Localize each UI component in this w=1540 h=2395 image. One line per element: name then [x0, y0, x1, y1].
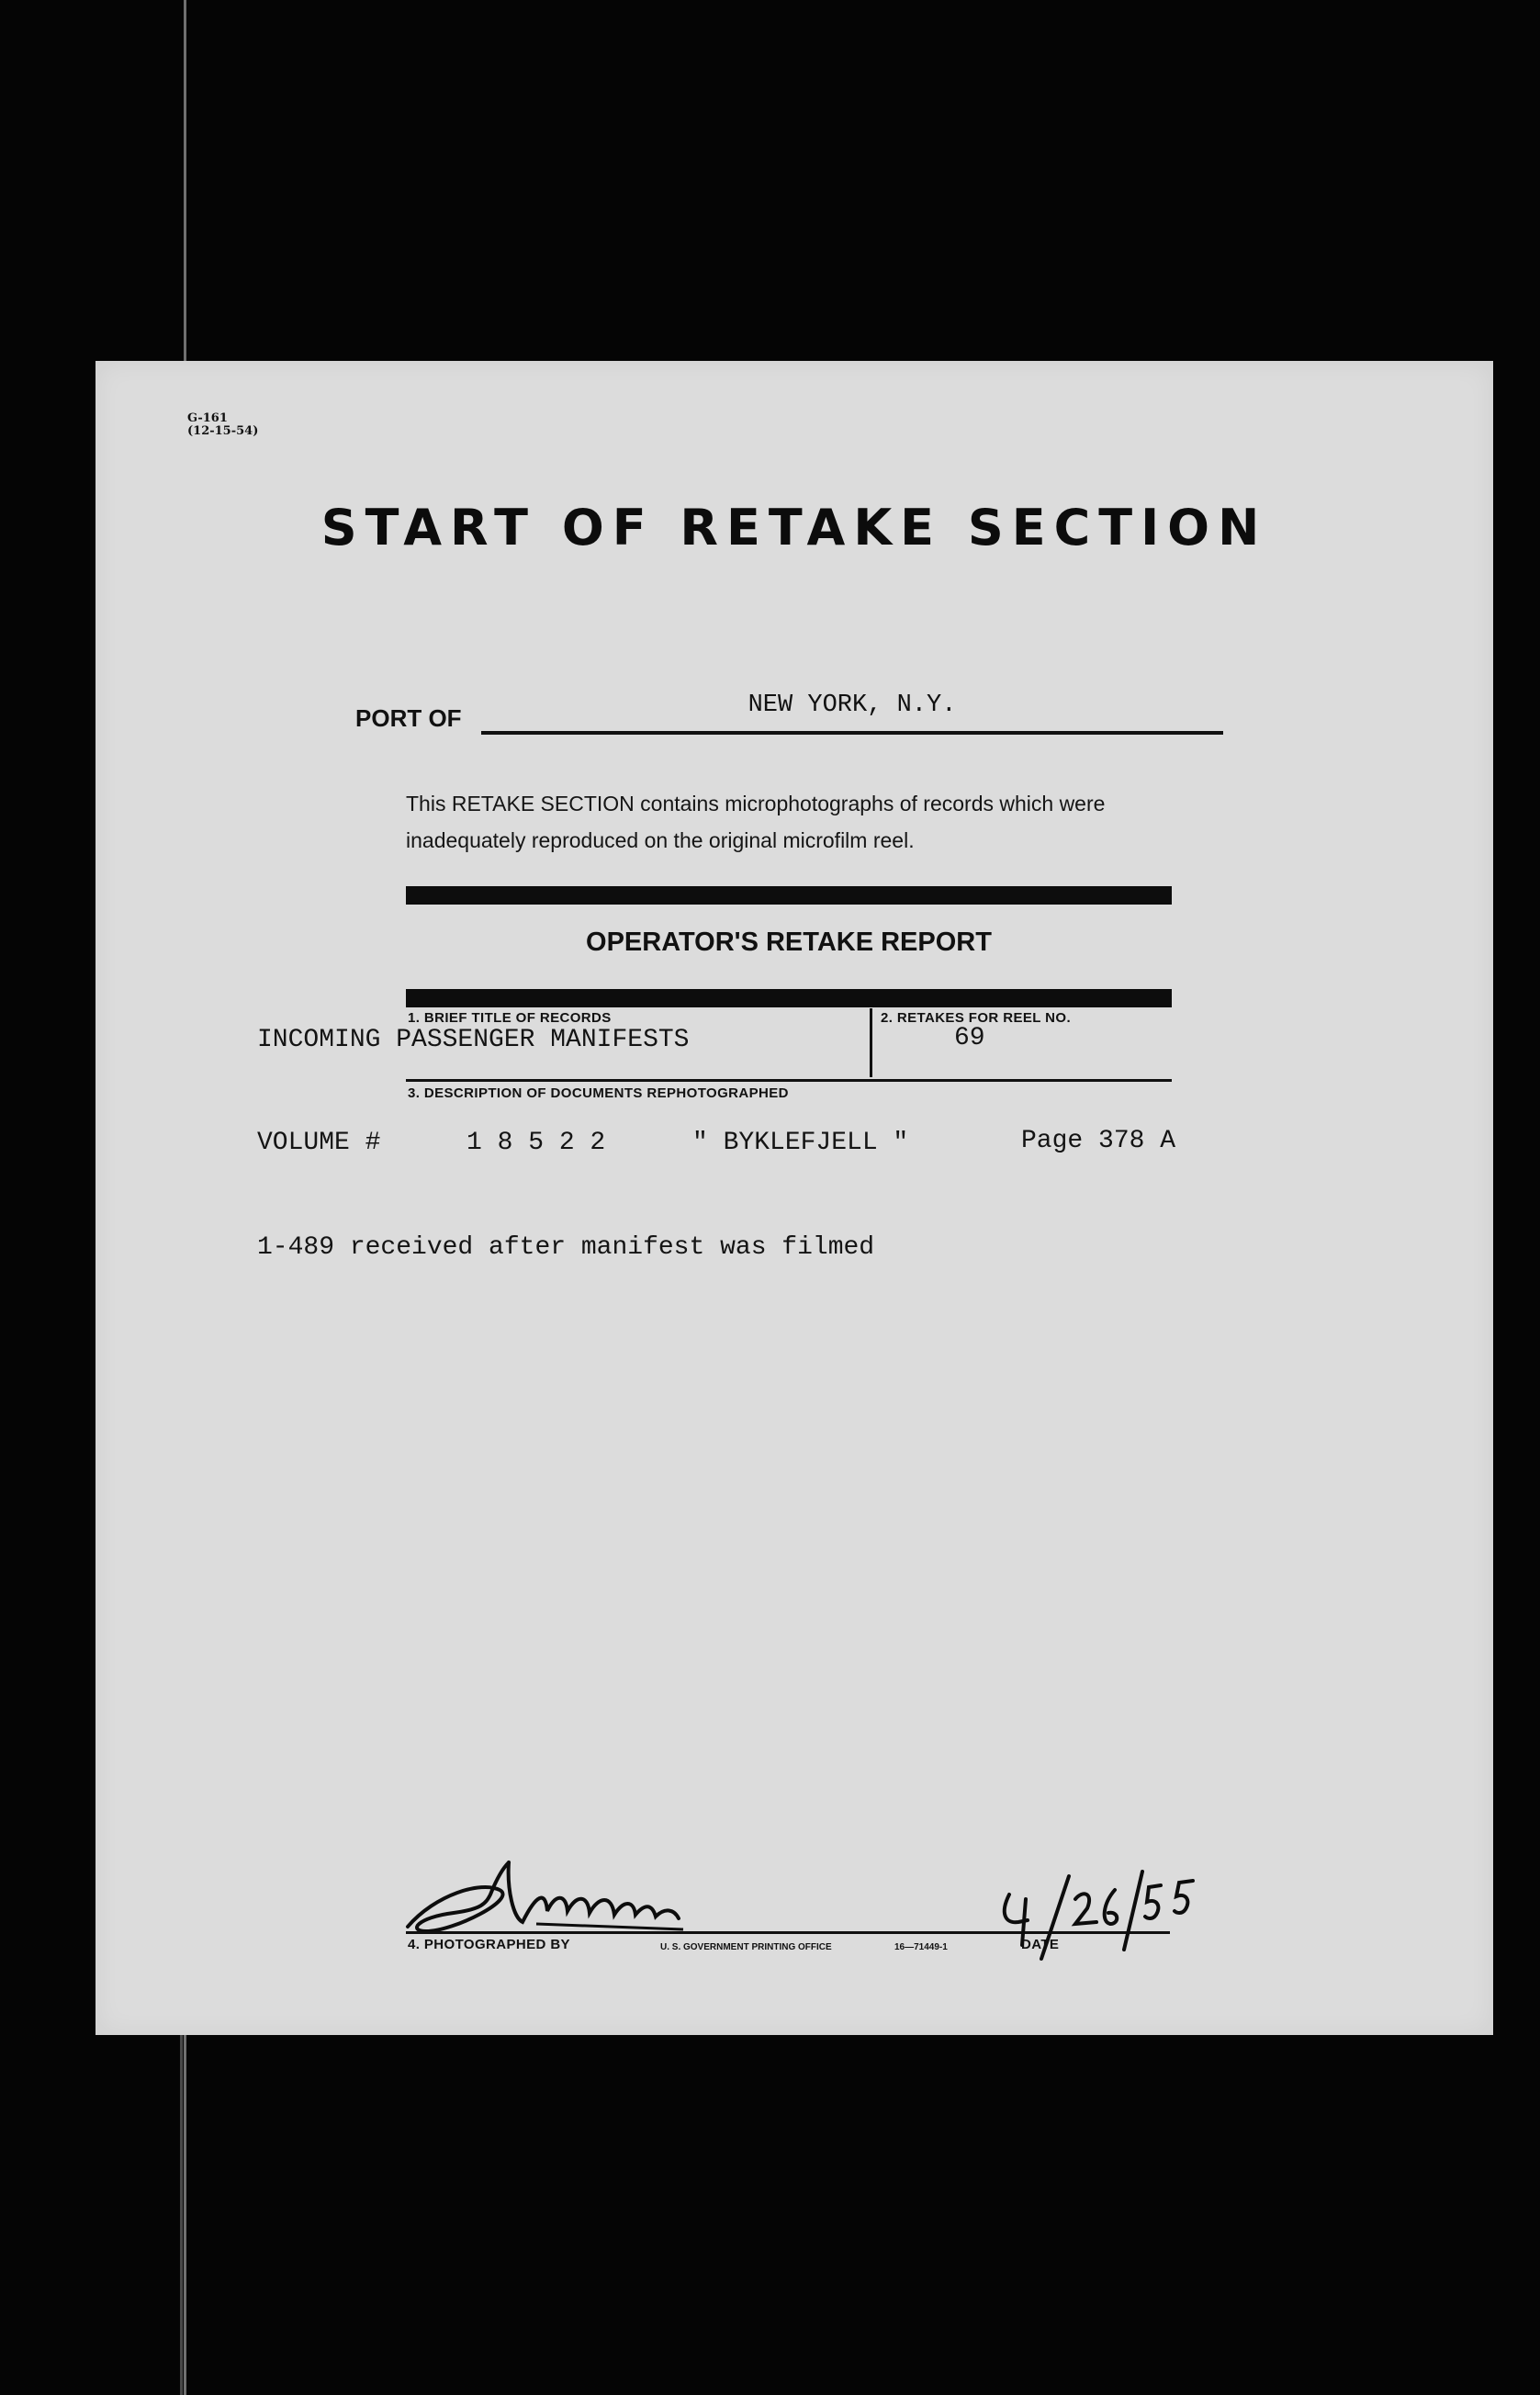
divider-bar-bottom	[406, 989, 1172, 1007]
film-scratch-line	[180, 2030, 183, 2395]
handwritten-date	[991, 1858, 1202, 1968]
field-underline	[406, 1079, 1172, 1082]
brief-title-label: 1. BRIEF TITLE OF RECORDS	[408, 1010, 612, 1026]
page-title: START OF RETAKE SECTION	[320, 499, 1268, 557]
port-value: NEW YORK, N.Y.	[748, 692, 957, 719]
description-note: 1-489 received after manifest was filmed	[257, 1233, 875, 1262]
port-underline	[481, 731, 1223, 735]
volume-number: 1 8 5 2 2	[466, 1129, 606, 1157]
photographed-by-label: 4. PHOTOGRAPHED BY	[408, 1937, 570, 1952]
form-revision-date: (12-15-54)	[187, 424, 259, 438]
page-reference: Page 378 A	[1021, 1127, 1176, 1155]
date-label: DATE	[1021, 1937, 1060, 1952]
description-label: 3. DESCRIPTION OF DOCUMENTS REPHOTOGRAPHED	[408, 1085, 789, 1101]
intro-text: This RETAKE SECTION contains microphotographs of records which were inadequately reproduced on the original microfilm reel.	[406, 792, 1106, 852]
field-divider	[870, 1008, 872, 1077]
divider-bar-top	[406, 886, 1172, 905]
brief-title-value: INCOMING PASSENGER MANIFESTS	[257, 1026, 690, 1054]
ship-name: " BYKLEFJELL "	[692, 1129, 909, 1157]
form-number: G-161	[187, 411, 228, 425]
volume-label: VOLUME #	[257, 1129, 381, 1157]
retake-form-sheet	[96, 361, 1493, 2035]
retakes-label: 2. RETAKES FOR REEL NO.	[881, 1010, 1072, 1026]
form-code	[187, 412, 258, 438]
printing-office: U. S. GOVERNMENT PRINTING OFFICE	[660, 1942, 832, 1952]
print-code: 16—71449-1	[894, 1942, 948, 1952]
port-label: PORT OF	[355, 704, 462, 732]
retakes-value: 69	[954, 1024, 985, 1052]
report-heading: OPERATOR'S RETAKE REPORT	[586, 928, 992, 957]
